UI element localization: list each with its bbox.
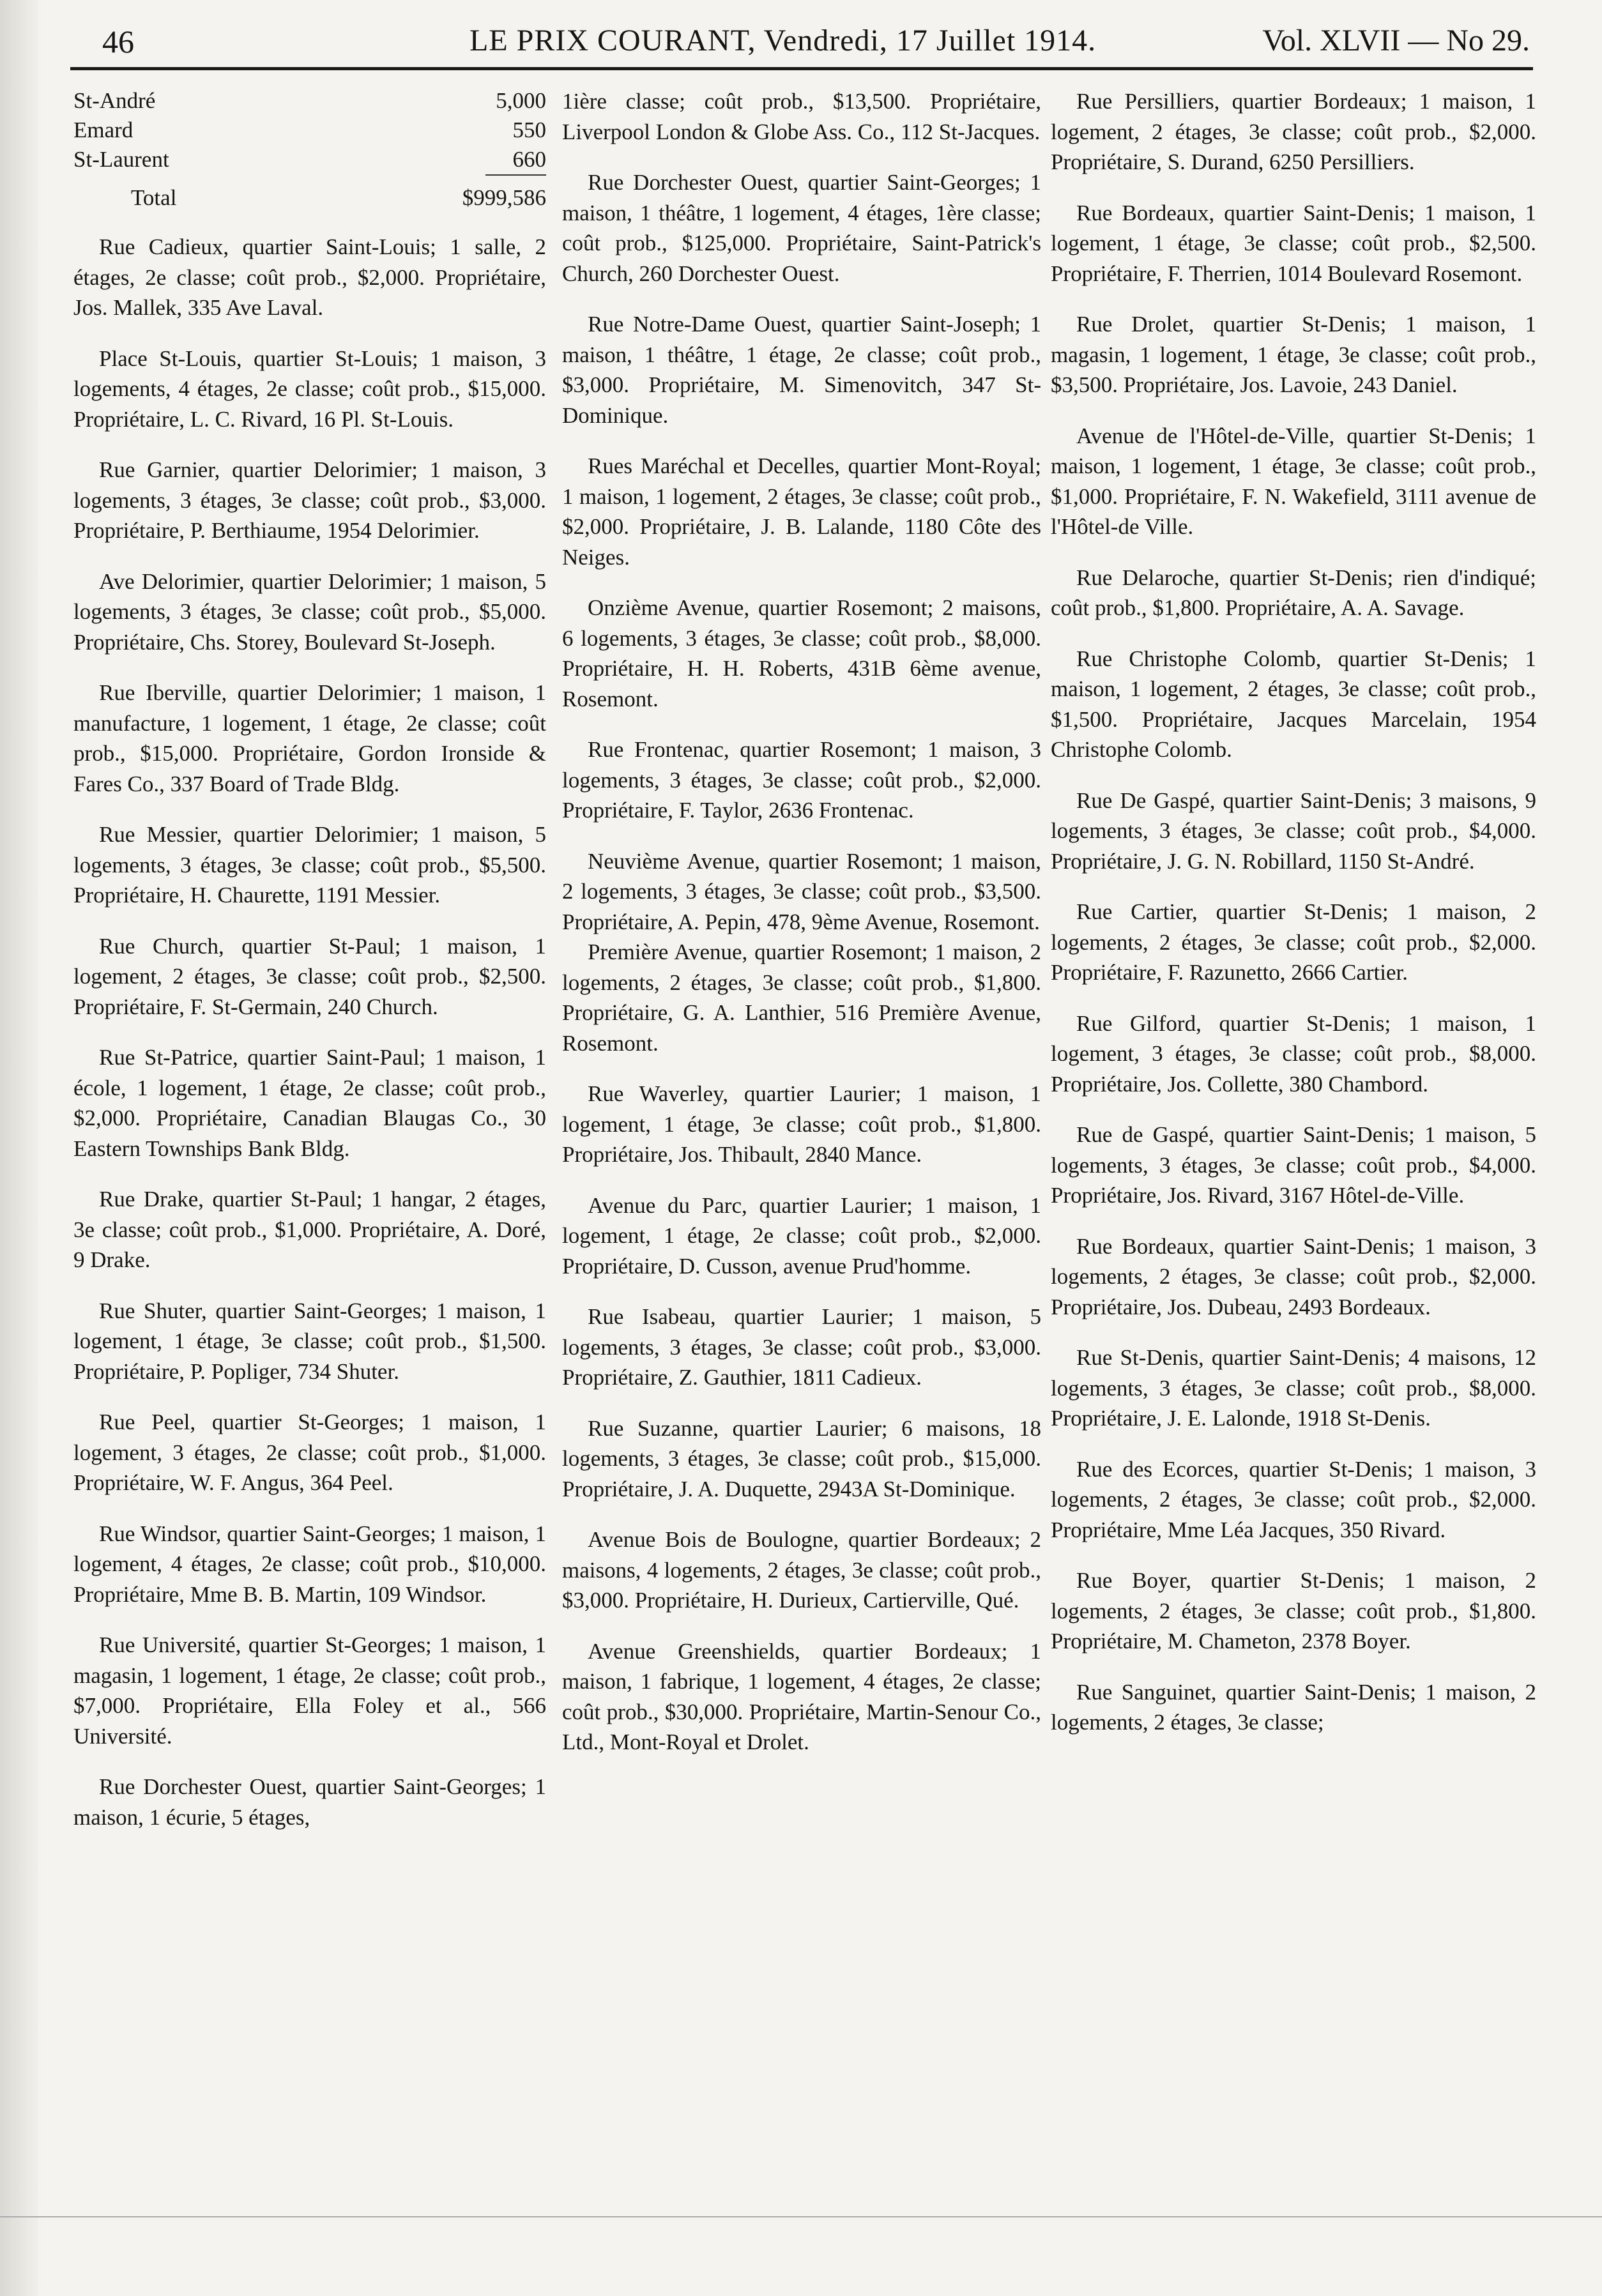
totals-value: 660 bbox=[512, 147, 546, 172]
permit-entry: Rue Dorchester Ouest, quartier Saint-Georges; 1 maison, 1 théâtre, 1 logement, 4 étages, 1ère classe; coût prob., $125,000. Propriétaire, Saint-Patrick's Church, 260 Dorchester Ouest. bbox=[562, 170, 1041, 286]
permit-entry: Rue Garnier, quartier Delorimier; 1 maison, 3 logements, 3 étages, 3e classe; coût prob., $3,000. Propriétaire, P. Berthiaume, 1954 Delorimier. bbox=[73, 457, 546, 543]
permit-entry: Rue De Gaspé, quartier Saint-Denis; 3 maisons, 9 logements, 3 étages, 3e classe; coût prob., $4,000. Propriétaire, J. G. N. Robillard, 1150 St-André. bbox=[1051, 787, 1536, 874]
page-number: 46 bbox=[102, 24, 134, 59]
publication-title: LE PRIX COURANT, Vendredi, 17 Juillet 1914. bbox=[469, 24, 1097, 57]
permit-entry: Rue Messier, quartier Delorimier; 1 maison, 5 logements, 3 étages, 3e classe; coût prob., $5,500. Propriétaire, H. Chaurette, 1191 Messier. bbox=[73, 822, 546, 908]
permit-entry: Rues Maréchal et Decelles, quartier Mont-Royal; 1 maison, 1 logement, 2 étages, 3e classe; coût prob., $2,000. Propriétaire, J. B. Lalande, 1180 Côte des Neiges. bbox=[562, 453, 1041, 570]
permit-entry: Rue Windsor, quartier Saint-Georges; 1 maison, 1 logement, 4 étages, 2e classe; coût prob., $10,000. Propriétaire, Mme B. B. Martin, 109 Windsor. bbox=[73, 1521, 546, 1607]
permit-entry: 1ière classe; coût prob., $13,500. Propriétaire, Liverpool London & Globe Ass. Co., 112 St-Jacques. bbox=[562, 89, 1041, 144]
total-label: Total bbox=[131, 185, 177, 210]
permit-entry: Avenue du Parc, quartier Laurier; 1 maison, 1 logement, 1 étage, 2e classe; coût prob., $2,000. Propriétaire, D. Cusson, avenue Prud'homme. bbox=[562, 1192, 1041, 1279]
permit-entry: Avenue Bois de Boulogne, quartier Bordeaux; 2 maisons, 4 logements, 2 étages, 3e classe; coût prob., $3,000. Propriétaire, H. Durieux, Cartierville, Qué. bbox=[562, 1527, 1041, 1613]
permit-entry: Rue Suzanne, quartier Laurier; 6 maisons, 18 logements, 3 étages, 3e classe; coût prob., $15,000. Propriétaire, J. A. Duquette, 2943A St-Dominique. bbox=[562, 1415, 1041, 1502]
permit-entry: Neuvième Avenue, quartier Rosemont; 1 maison, 2 logements, 3 étages, 3e classe; coût prob., $3,500. Propriétaire, A. Pepin, 478, 9ème Avenue, Rosemont. bbox=[562, 848, 1041, 934]
permit-entry: Rue de Gaspé, quartier Saint-Denis; 1 maison, 5 logements, 3 étages, 3e classe; coût prob., $4,000. Propriétaire, Jos. Rivard, 3167 Hôtel-de-Ville. bbox=[1051, 1122, 1536, 1208]
total-value: $999,586 bbox=[462, 185, 546, 210]
permit-entry: Avenue Greenshields, quartier Bordeaux; 1 maison, 1 fabrique, 1 logement, 4 étages, 2e classe; coût prob., $30,000. Propriétaire, Martin-Senour Co., Ltd., Mont-Royal et Drolet. bbox=[562, 1638, 1041, 1754]
permit-entry: Rue des Ecorces, quartier St-Denis; 1 maison, 3 logements, 2 étages, 3e classe; coût prob., $2,000. Propriétaire, Mme Léa Jacques, 350 Rivard. bbox=[1051, 1456, 1536, 1542]
totals-table bbox=[73, 86, 546, 213]
permit-entry: Rue Sanguinet, quartier Saint-Denis; 1 maison, 2 logements, 2 étages, 3e classe; bbox=[1051, 1679, 1536, 1735]
scan-edge bbox=[0, 0, 38, 2296]
permit-entry: Onzième Avenue, quartier Rosemont; 2 maisons, 6 logements, 3 étages, 3e classe; coût prob., $8,000. Propriétaire, H. H. Roberts, 431B 6ème avenue, Rosemont. bbox=[562, 595, 1041, 711]
text-columns bbox=[67, 86, 1536, 2187]
permit-entry: Rue Waverley, quartier Laurier; 1 maison, 1 logement, 1 étage, 3e classe; coût prob., $1,800. Propriétaire, Jos. Thibault, 2840 Mance. bbox=[562, 1081, 1041, 1167]
permit-entry: Rue Cartier, quartier St-Denis; 1 maison, 2 logements, 2 étages, 3e classe; coût prob., $2,000. Propriétaire, F. Razunetto, 2666 Cartier. bbox=[1051, 899, 1536, 985]
sum-rule bbox=[485, 174, 546, 176]
permit-entry: Rue Isabeau, quartier Laurier; 1 maison, 5 logements, 3 étages, 3e classe; coût prob., $3,000. Propriétaire, Z. Gauthier, 1811 Cadieux. bbox=[562, 1304, 1041, 1390]
page-header bbox=[102, 18, 1539, 63]
permit-entry: Première Avenue, quartier Rosemont; 1 maison, 2 logements, 2 étages, 3e classe; coût prob., $1,800. Propriétaire, G. A. Lanthier, 516 Première Avenue, Rosemont. bbox=[562, 939, 1041, 1056]
totals-row bbox=[73, 145, 546, 174]
totals-label: St-André bbox=[73, 88, 156, 113]
permit-entry: Rue Drake, quartier St-Paul; 1 hangar, 2 étages, 3e classe; coût prob., $1,000. Propriétaire, A. Doré, 9 Drake. bbox=[73, 1187, 546, 1272]
totals-label: Emard bbox=[73, 118, 134, 142]
totals-value: 550 bbox=[512, 118, 546, 142]
permit-entry: Rue Gilford, quartier St-Denis; 1 maison, 1 logement, 3 étages, 3e classe; coût prob., $8,000. Propriétaire, Jos. Collette, 380 Chambord. bbox=[1051, 1010, 1536, 1097]
totals-value: 5,000 bbox=[496, 88, 546, 113]
permit-entry: Rue Frontenac, quartier Rosemont; 1 maison, 3 logements, 3 étages, 3e classe; coût prob., $2,000. Propriétaire, F. Taylor, 2636 Frontenac. bbox=[562, 737, 1041, 823]
permit-entry: Rue Cadieux, quartier Saint-Louis; 1 salle, 2 étages, 2e classe; coût prob., $2,000. Propriétaire, Jos. Mallek, 335 Ave Laval. bbox=[73, 234, 546, 320]
permit-entry: Rue St-Patrice, quartier Saint-Paul; 1 maison, 1 école, 1 logement, 1 étage, 2e classe; coût prob., $2,000. Propriétaire, Canadian Blaugas Co., 30 Eastern Townships Bank Bldg. bbox=[73, 1045, 546, 1161]
totals-row bbox=[73, 116, 546, 145]
permit-entry: Place St-Louis, quartier St-Louis; 1 maison, 3 logements, 4 étages, 2e classe; coût prob., $15,000. Propriétaire, L. C. Rivard, 16 Pl. St-Louis. bbox=[73, 346, 546, 432]
totals-label: St-Laurent bbox=[73, 147, 169, 172]
permit-entry: Rue Bordeaux, quartier Saint-Denis; 1 maison, 1 logement, 1 étage, 3e classe; coût prob., $2,500. Propriétaire, F. Therrien, 1014 Boulevard Rosemont. bbox=[1051, 200, 1536, 286]
permit-entry: Avenue de l'Hôtel-de-Ville, quartier St-Denis; 1 maison, 1 logement, 1 étage, 3e classe; coût prob., $1,000. Propriétaire, F. N. Wakefield, 3111 avenue de l'Hôtel-de Ville. bbox=[1051, 423, 1536, 539]
permit-entry: Rue Boyer, quartier St-Denis; 1 maison, 2 logements, 2 étages, 3e classe; coût prob., $1,800. Propriétaire, M. Chameton, 2378 Boyer. bbox=[1051, 1568, 1536, 1654]
column-2 bbox=[562, 86, 1041, 2194]
totals-sum-row bbox=[131, 183, 546, 213]
permit-entry: Rue Notre-Dame Ouest, quartier Saint-Joseph; 1 maison, 1 théâtre, 1 étage, 2e classe; coût prob., $3,000. Propriétaire, M. Simenovitch, 347 St-Dominique. bbox=[562, 312, 1041, 428]
header-rule bbox=[70, 67, 1533, 70]
permit-entry: Rue St-Denis, quartier Saint-Denis; 4 maisons, 12 logements, 3 étages, 3e classe; coût prob., $8,000. Propriétaire, J. E. Lalonde, 1918 St-Denis. bbox=[1051, 1345, 1536, 1431]
column-3 bbox=[1051, 86, 1536, 2194]
permit-entry: Rue Université, quartier St-Georges; 1 maison, 1 magasin, 1 logement, 1 étage, 2e classe; coût prob., $7,000. Propriétaire, Ella Foley et al., 566 Université. bbox=[73, 1632, 546, 1749]
permit-entry: Rue Dorchester Ouest, quartier Saint-Georges; 1 maison, 1 écurie, 5 étages, bbox=[73, 1774, 546, 1830]
permit-entry: Rue Delaroche, quartier St-Denis; rien d'indiqué; coût prob., $1,800. Propriétaire, A. A. Savage. bbox=[1051, 565, 1536, 620]
volume-number: Vol. XLVII — No 29. bbox=[1262, 24, 1530, 57]
permit-entry: Rue Iberville, quartier Delorimier; 1 maison, 1 manufacture, 1 logement, 1 étage, 2e classe; coût prob., $15,000. Propriétaire, Gordon Ironside & Fares Co., 337 Board of Trade Bldg. bbox=[73, 680, 546, 796]
permit-entry: Rue Christophe Colomb, quartier St-Denis; 1 maison, 1 logement, 2 étages, 3e classe; coût prob., $1,500. Propriétaire, Jacques Marcelain, 1954 Christophe Colomb. bbox=[1051, 646, 1536, 762]
permit-entry: Rue Church, quartier St-Paul; 1 maison, 1 logement, 2 étages, 3e classe; coût prob., $2,500. Propriétaire, F. St-Germain, 240 Church. bbox=[73, 933, 546, 1019]
column-1 bbox=[73, 86, 546, 2194]
permit-entry: Rue Persilliers, quartier Bordeaux; 1 maison, 1 logement, 2 étages, 3e classe; coût prob., $2,000. Propriétaire, S. Durand, 6250 Persilliers. bbox=[1051, 89, 1536, 174]
permit-entry: Rue Bordeaux, quartier Saint-Denis; 1 maison, 3 logements, 2 étages, 3e classe; coût prob., $2,000. Propriétaire, Jos. Dubeau, 2493 Bordeaux. bbox=[1051, 1233, 1536, 1319]
permit-entry: Ave Delorimier, quartier Delorimier; 1 maison, 5 logements, 3 étages, 3e classe; coût prob., $5,000. Propriétaire, Chs. Storey, Boulevard St-Joseph. bbox=[73, 568, 546, 655]
permit-entry: Rue Shuter, quartier Saint-Georges; 1 maison, 1 logement, 1 étage, 3e classe; coût prob., $1,500. Propriétaire, P. Popliger, 734 Shuter. bbox=[73, 1298, 546, 1384]
permit-entry: Rue Drolet, quartier St-Denis; 1 maison, 1 magasin, 1 logement, 1 étage, 3e classe; coût prob., $3,500. Propriétaire, Jos. Lavoie, 243 Daniel. bbox=[1051, 312, 1536, 397]
totals-row bbox=[73, 86, 546, 116]
bottom-rule bbox=[0, 2216, 1602, 2217]
permit-entry: Rue Peel, quartier St-Georges; 1 maison, 1 logement, 3 étages, 2e classe; coût prob., $1,000. Propriétaire, W. F. Angus, 364 Peel. bbox=[73, 1410, 546, 1495]
